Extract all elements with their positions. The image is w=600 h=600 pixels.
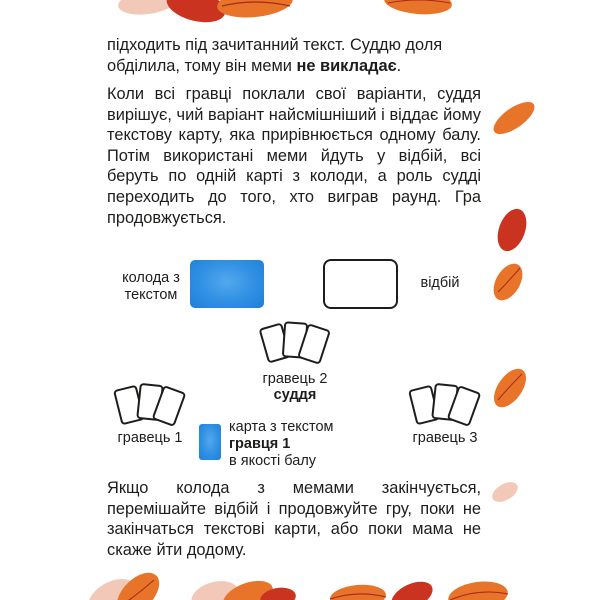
player2-label: гравець 2 — [262, 371, 328, 387]
point-card-label-line1: карта з текстом — [229, 419, 334, 435]
player1-hand-icon — [110, 380, 190, 430]
player3-label: гравець 3 — [412, 430, 478, 446]
top-leaves — [117, 0, 453, 28]
paragraph-intro-period: . — [396, 56, 402, 75]
paragraph-intro-line2: обділила, тому він меми — [107, 56, 297, 75]
paragraph-judging: Коли всі гравці поклали свої варіанти, суддя вирішує, чий варіант найсмішніший і віддає йому текстову карту, яка прирівнюється одному балу. Потім використані меми йдуть у відбій, всі беруть по одній карті з колоди, а роль судді переходить до того, хто виграв раунд. Гра продовжується. — [107, 85, 481, 227]
point-card — [199, 424, 221, 460]
discard-label: відбій — [420, 275, 460, 291]
paragraph-end-of-deck: Якщо колода з мемами закінчується, перемішайте відбій і продовжуйте гру, поки не закінчаться текстові карти, або поки мама не скаже йти додому. — [107, 479, 481, 559]
judge-label: суддя — [273, 387, 317, 403]
deck-label-line2: текстом — [124, 287, 178, 303]
player3-hand-icon — [405, 380, 485, 430]
bottom-leaves — [81, 565, 509, 600]
deck-label — [106, 270, 196, 304]
point-card-label-line2: гравця 1 — [229, 436, 291, 452]
right-leaves — [488, 96, 540, 506]
point-card-label — [229, 419, 349, 470]
point-card-label-line3: в якості балу — [229, 453, 317, 469]
paragraph-intro — [107, 35, 481, 76]
paragraph-intro-line1: підходить під зачитанний текст. Суддю доля — [107, 36, 443, 54]
player1-label: гравець 1 — [117, 430, 183, 446]
emphasis-not-place: не викладає — [296, 56, 397, 75]
text-deck-card — [190, 260, 264, 308]
player2-hand-icon — [256, 318, 334, 368]
discard-card — [323, 259, 398, 309]
deck-label-line1: колода з — [122, 270, 180, 286]
